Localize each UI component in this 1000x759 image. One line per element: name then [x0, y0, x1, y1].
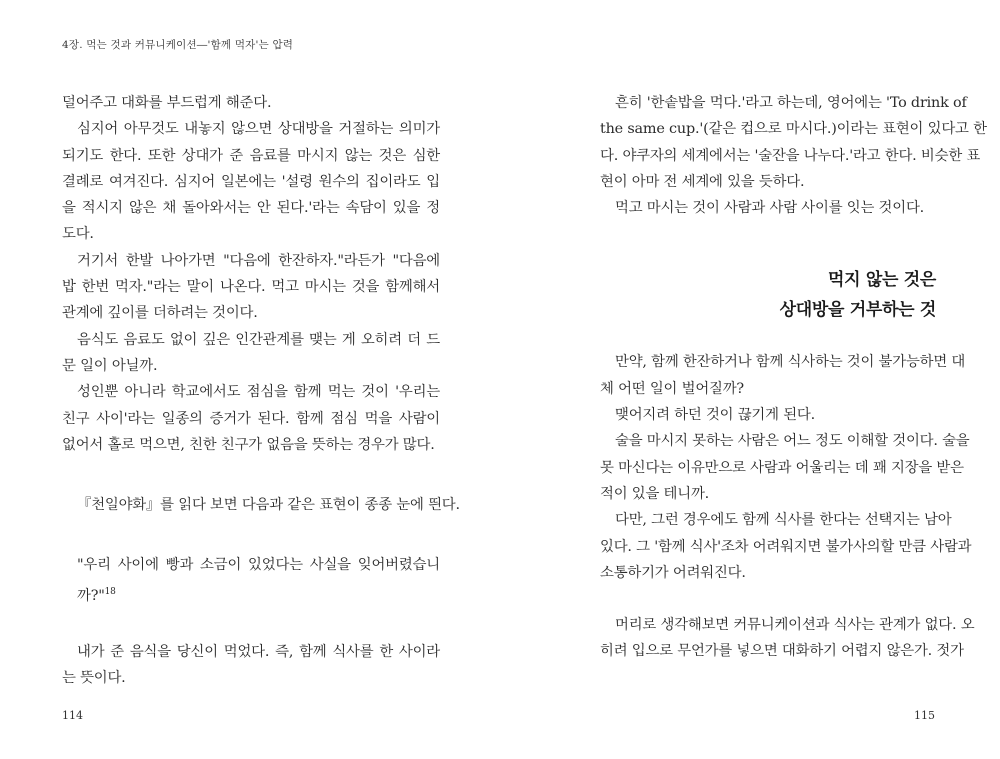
- text-line: 흔히 '한솥밥을 먹다.'라고 하는데, 영어에는 'To drink of: [615, 95, 967, 111]
- page-number: 114: [62, 709, 83, 722]
- text-line: 되기도 한다. 또한 상대가 준 음료를 마시지 않는 것은 심한: [62, 147, 440, 164]
- left-page-body: [62, 90, 460, 692]
- text-line: 음식도 음료도 없이 깊은 인간관계를 맺는 게 오히려 더 드: [77, 331, 440, 348]
- text-line: 도다.: [62, 226, 94, 243]
- text-line: 을 적시지 않은 채 돌아와서는 안 된다.'라는 속담이 있을 정: [62, 200, 440, 217]
- quote-end: 까?": [77, 587, 105, 604]
- text-line: 히려 입으로 무언가를 넣으면 대화하기 어렵지 않은가. 젓가: [600, 643, 964, 660]
- right-page: [500, 0, 1000, 759]
- text-line: 거기서 한발 나아가면 "다음에 한잔하자."라든가 "다음에: [77, 252, 440, 269]
- right-page-body: [600, 90, 987, 665]
- quote-line: "우리 사이에 빵과 소금이 있었다는 사실을 잊어버렸습니: [77, 557, 440, 574]
- text-line: 밥 한번 먹자."라는 말이 나온다. 먹고 마시는 것을 함께해서: [62, 279, 440, 296]
- section-heading-line2: 상대방을 거부하는 것: [779, 300, 936, 321]
- text-line: 덜어주고 대화를 부드럽게 해준다.: [62, 95, 272, 111]
- text-line: 없어서 홀로 먹으면, 친한 친구가 없음을 뜻하는 경우가 많다.: [62, 436, 435, 453]
- quote-line: [62, 579, 440, 605]
- text-line: 는 뜻이다.: [62, 670, 126, 687]
- text-line: 맺어지려 하던 것이 끊기게 된다.: [615, 407, 815, 424]
- text-line: 머리로 생각해보면 커뮤니케이션과 식사는 관계가 없다. 오: [615, 617, 975, 634]
- text-line: 적이 있을 테니까.: [600, 485, 710, 502]
- running-head: 4장. 먹는 것과 커뮤니케이션―'함께 먹자'는 압력: [62, 39, 294, 51]
- text-line: 다만, 그런 경우에도 함께 식사를 한다는 선택지는 남아: [615, 512, 952, 529]
- text-line: 관계에 깊이를 더하려는 것이다.: [62, 305, 258, 322]
- text-line: 심지어 아무것도 내놓지 않으면 상대방을 거절하는 의미가: [77, 121, 440, 138]
- text-line: 체 어떤 일이 벌어질까?: [600, 380, 744, 397]
- text-line: 있다. 그 '함께 식사'조차 어려워지면 불가사의할 만큼 사람과: [600, 538, 972, 555]
- text-line: 성인뿐 아니라 학교에서도 점심을 함께 먹는 것이 '우리는: [77, 384, 440, 401]
- text-line: 먹고 마시는 것이 사람과 사람 사이를 잇는 것이다.: [615, 200, 925, 217]
- section-heading-line1: 먹지 않는 것은: [828, 270, 936, 291]
- text-line: 문 일이 아닐까.: [62, 357, 158, 374]
- footnote-marker: 18: [104, 586, 116, 597]
- text-line: 친구 사이'라는 일종의 증거가 된다. 함께 점심 먹을 사람이: [62, 410, 440, 427]
- text-line: 현이 아마 전 세계에 있을 듯하다.: [600, 173, 805, 190]
- text-line: 다. 야쿠자의 세계에서는 '술잔을 나누다.'라고 한다. 비슷한 표: [600, 147, 981, 164]
- text-line: 결례로 여겨진다. 심지어 일본에는 '설령 원수의 집이라도 입: [62, 173, 440, 190]
- page-number: 115: [914, 709, 935, 722]
- text-line: 『천일야화』를 읽다 보면 다음과 같은 표현이 종종 눈에 띈다.: [77, 497, 460, 514]
- text-line: 술을 마시지 못하는 사람은 어느 정도 이해할 것이다. 술을: [615, 433, 970, 450]
- text-line: 만약, 함께 한잔하거나 함께 식사하는 것이 불가능하면 대: [615, 354, 966, 371]
- text-line: 못 마신다는 이유만으로 사람과 어울리는 데 꽤 지장을 받은: [600, 459, 964, 476]
- text-line: 소통하기가 어려워진다.: [600, 564, 746, 581]
- text-line: 내가 준 음식을 당신이 먹었다. 즉, 함께 식사를 한 사이라: [77, 644, 440, 661]
- text-line: the same cup.'(같은 컵으로 마시다.)이라는 표현이 있다고 한: [600, 121, 987, 138]
